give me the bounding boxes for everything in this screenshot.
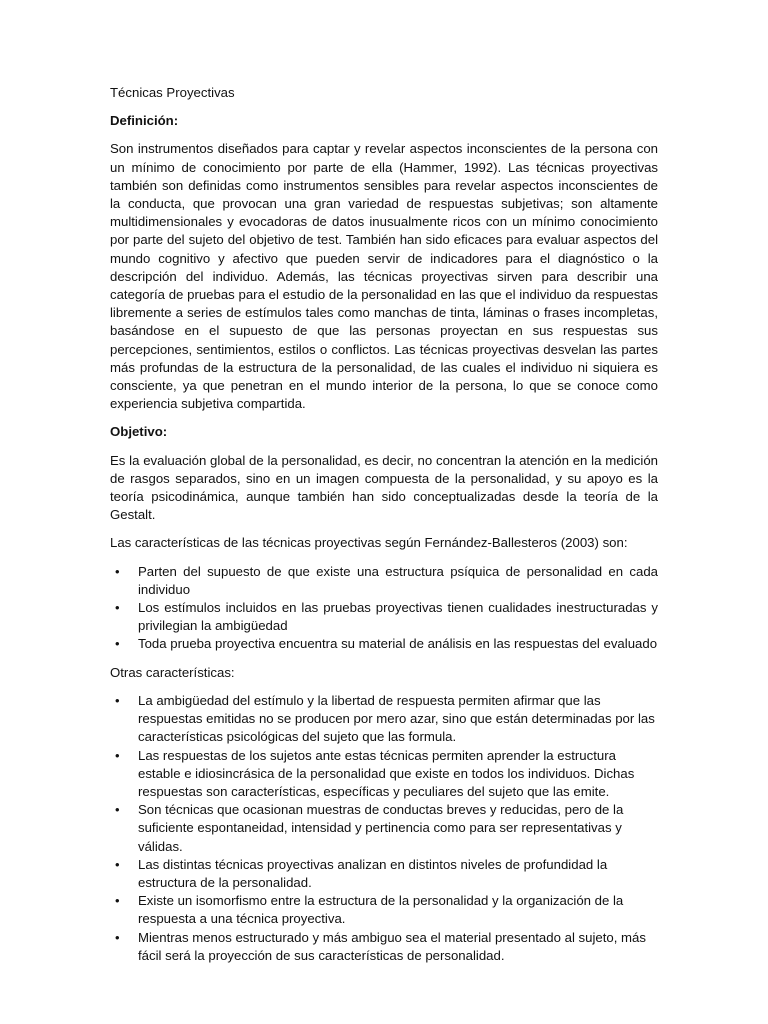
document-page [110,84,658,975]
bullet-icon: • [115,563,120,579]
bullet-icon: • [115,692,120,708]
bullet-icon: • [115,856,120,872]
list-item-text: Parten del supuesto de que existe una estructura psíquica de personalidad en cada individuo [138,563,658,597]
list-item [110,599,658,635]
list-item [110,856,658,892]
list-item-text: Los estímulos incluidos en las pruebas proyectivas tienen cualidades inestructuradas y privilegian la ambigüedad [138,600,658,634]
caracteristicas-list [110,563,658,654]
definicion-paragraph: Son instrumentos diseñados para captar y revelar aspectos inconscientes de la persona con un mínimo de conocimiento por parte de ella (Hammer, 1992). Las técnicas proyectivas también son definidas como instrumentos sensibles para revelar aspectos inconscientes de la conducta, que provocan una gran variedad de respuestas subjetivas; son altamente multidimensionales y evocadoras de datos inusualmente ricos con un mínimo conocimiento por parte del sujeto del objetivo de test. También han sido eficaces para evaluar aspectos del mundo cognitivo y afectivo que pueden servir de indicadores para el diagnóstico o la descripción del individuo. Además, las técnicas proyectivas sirven para describir una categoría de pruebas para el estudio de la personalidad en las que el individuo da respuestas libremente a series de estímulos tales como manchas de tinta, láminas o frases incompletas, basándose en el supuesto de que las personas proyectan en sus respuestas sus percepciones, sentimientos, estilos o conflictos. Las técnicas proyectivas desvelan las partes más profundas de la estructura de la personalidad, de las cuales el individuo ni siquiera es consciente, ya que penetran en el mundo interior de la persona, lo que se conoce como experiencia subjetiva compartida. [110,141,658,412]
list-item [110,692,658,747]
list-item-text: Existe un isomorfismo entre la estructura de la personalidad y la organización de la respuesta a una técnica proyectiva. [138,893,624,927]
bullet-icon: • [115,929,120,945]
objetivo-paragraph: Es la evaluación global de la personalidad, es decir, no concentran la atención en la medición de rasgos separados, sino en un imagen compuesta de la personalidad, y su apoyo es la teoría psicodinámica, aunque también han sido conceptualizadas desde la teoría de la Gestalt. [110,452,658,523]
bullet-icon: • [115,600,120,616]
list-item-text: Mientras menos estructurado y más ambiguo sea el material presentado al sujeto, más fácil será la proyección de sus características de personalidad. [138,929,646,963]
list-item [110,563,658,599]
caracteristicas-intro: Las características de las técnicas proyectivas según Fernández-Ballesteros (2003) son: [110,535,628,551]
list-item [110,892,658,928]
bullet-icon: • [115,893,120,909]
list-item [110,929,658,965]
list-item [110,747,658,802]
definicion-heading: Definición: [110,113,179,129]
list-item-text: Toda prueba proyectiva encuentra su material de análisis en las respuestas del evaluado [138,636,658,652]
document-title: Técnicas Proyectivas [110,85,235,100]
list-item-text: Las respuestas de los sujetos ante estas técnicas permiten aprender la estructura estable e idiosincrásica de la personalidad que existe en todos los individuos. Dichas respuestas son características, específicas y peculiares del sujeto que las emite. [138,747,635,799]
list-item-text: Las distintas técnicas proyectivas analizan en distintos niveles de profundidad la estructura de la personalidad. [138,856,608,890]
bullet-icon: • [115,747,120,763]
otras-list [110,692,658,965]
bullet-icon: • [115,802,120,818]
otras-intro: Otras características: [110,664,235,680]
list-item-text: Son técnicas que ocasionan muestras de conductas breves y reducidas, pero de la suficiente espontaneidad, intensidad y pertinencia como para ser representativas y válidas. [138,802,624,854]
list-item [110,801,658,856]
bullet-icon: • [115,636,120,652]
objetivo-heading: Objetivo: [110,424,168,440]
list-item-text: La ambigüedad del estímulo y la libertad de respuesta permiten afirmar que las respuestas emitidas no se producen por mero azar, sino que están determinadas por las características psicológicas del sujeto que las formula. [138,692,655,745]
list-item [110,635,658,653]
